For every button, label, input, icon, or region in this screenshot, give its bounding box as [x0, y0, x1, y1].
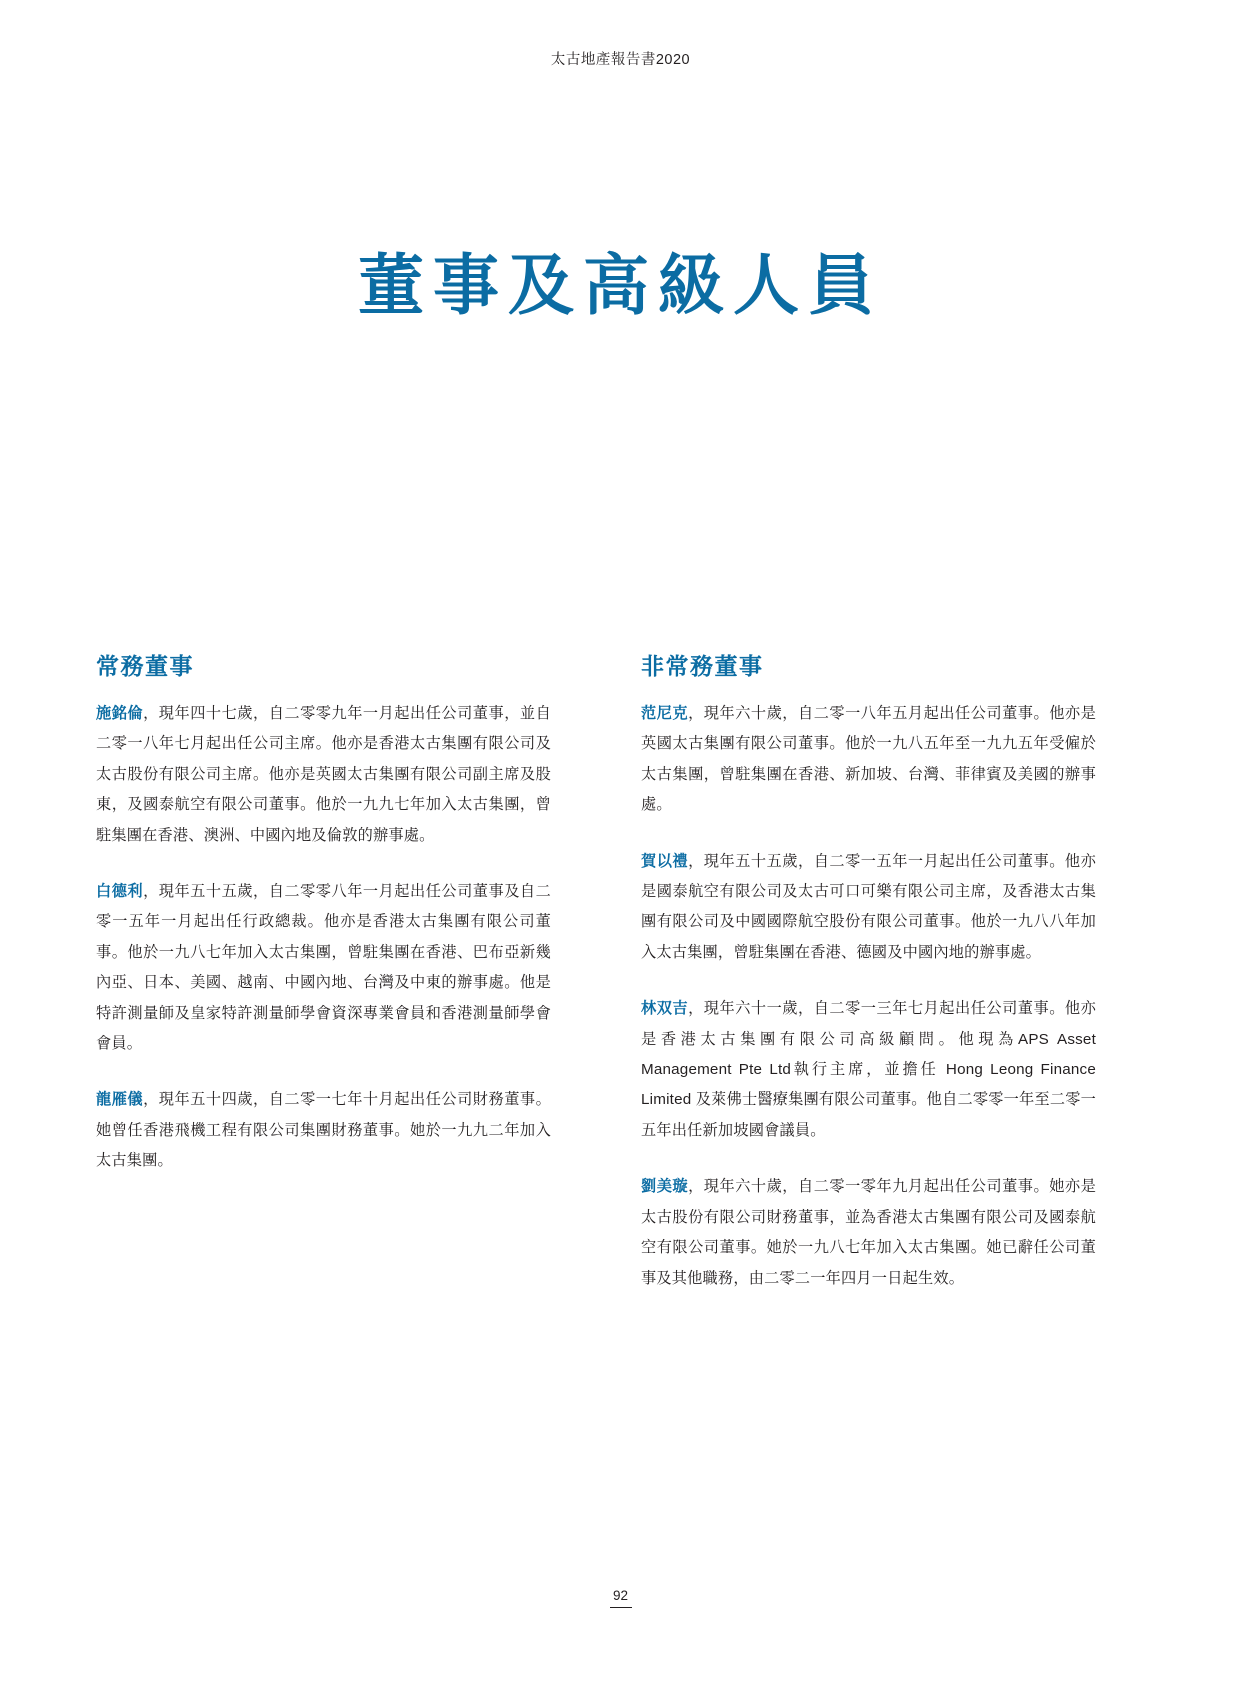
director-name: 林双吉	[641, 1000, 689, 1018]
director-name: 施銘倫	[96, 705, 144, 722]
page-number: 92	[610, 1588, 632, 1608]
director-bio: ，現年六十歲，自二零一零年九月起出任公司董事。她亦是太古股份有限公司財務董事，並為香港太古集團有限公司及國泰航空有限公司董事。她於一九八七年加入太古集團。她已辭任公司董事及其他職務，由二零二一年四月一日起生效。	[641, 1178, 1096, 1287]
director-bio: ，現年四十七歲，自二零零九年一月起出任公司董事，並自二零一八年七月起出任公司主席。他亦是香港太古集團有限公司及太古股份有限公司主席。他亦是英國太古集團有限公司副主席及股東，及國泰航空有限公司董事。他於一九九七年加入太古集團，曾駐集團在香港、澳洲、中國內地及倫敦的辦事處。	[96, 705, 551, 844]
running-head: 太古地產報告書2020	[550, 52, 691, 68]
section-heading-executive-directors: 常務董事	[96, 653, 194, 679]
director-entry	[96, 1085, 551, 1176]
body-columns	[96, 648, 1146, 1294]
section-heading-non-executive-directors: 非常務董事	[641, 653, 764, 679]
director-name: 賀以禮	[641, 852, 689, 870]
director-name: 范尼克	[641, 705, 689, 722]
director-name: 龍雁儀	[96, 1091, 144, 1109]
director-name: 劉美璇	[641, 1178, 689, 1196]
director-bio: ，現年五十四歲，自二零一七年十月起出任公司財務董事。她曾任香港飛機工程有限公司集團財務董事。她於一九九二年加入太古集團。	[96, 1091, 551, 1170]
director-bio: ，現年六十歲，自二零一八年五月起出任公司董事。他亦是英國太古集團有限公司董事。他於一九八五年至一九九五年受僱於太古集團，曾駐集團在香港、新加坡、台灣、菲律賓及美國的辦事處。	[641, 705, 1096, 814]
director-bio: ，現年五十五歲，自二零一五年一月起出任公司董事。他亦是國泰航空有限公司及太古可口可樂有限公司主席，及香港太古集團有限公司及中國國際航空股份有限公司董事。他於一九八八年加入太古集團，曾駐集團在香港、德國及中國內地的辦事處。	[641, 852, 1096, 961]
director-entry	[641, 994, 1096, 1146]
director-entry	[641, 699, 1096, 821]
director-entry	[641, 1172, 1096, 1294]
director-bio: ，現年五十五歲，自二零零八年一月起出任公司董事及自二零一五年一月起出任行政總裁。他亦是香港太古集團有限公司董事。他於一九八七年加入太古集團，曾駐集團在香港、巴布亞新幾內亞、日本、美國、越南、中國內地、台灣及中東的辦事處。他是特許測量師及皇家特許測量師學會資深專業會員和香港測量師學會會員。	[96, 883, 551, 1053]
column-executive-directors	[96, 648, 551, 1294]
director-entry	[96, 877, 551, 1059]
page-footer	[0, 1587, 1241, 1608]
director-entry	[641, 847, 1096, 969]
director-bio: ，現年六十一歲，自二零一三年七月起出任公司董事。他亦是香港太古集團有限公司高級顧問。他現為APS Asset Management Pte Ltd執行主席，並擔任 Hong Leong Finance Limited 及萊佛士醫療集團有限公司董事。他自二零零一年至二零一五年出任新加坡國會議員。	[641, 1000, 1096, 1139]
director-name: 白德利	[96, 883, 144, 901]
director-entry	[96, 699, 551, 851]
column-non-executive-directors	[641, 648, 1096, 1294]
page-title: 董事及高級人員	[358, 248, 883, 323]
